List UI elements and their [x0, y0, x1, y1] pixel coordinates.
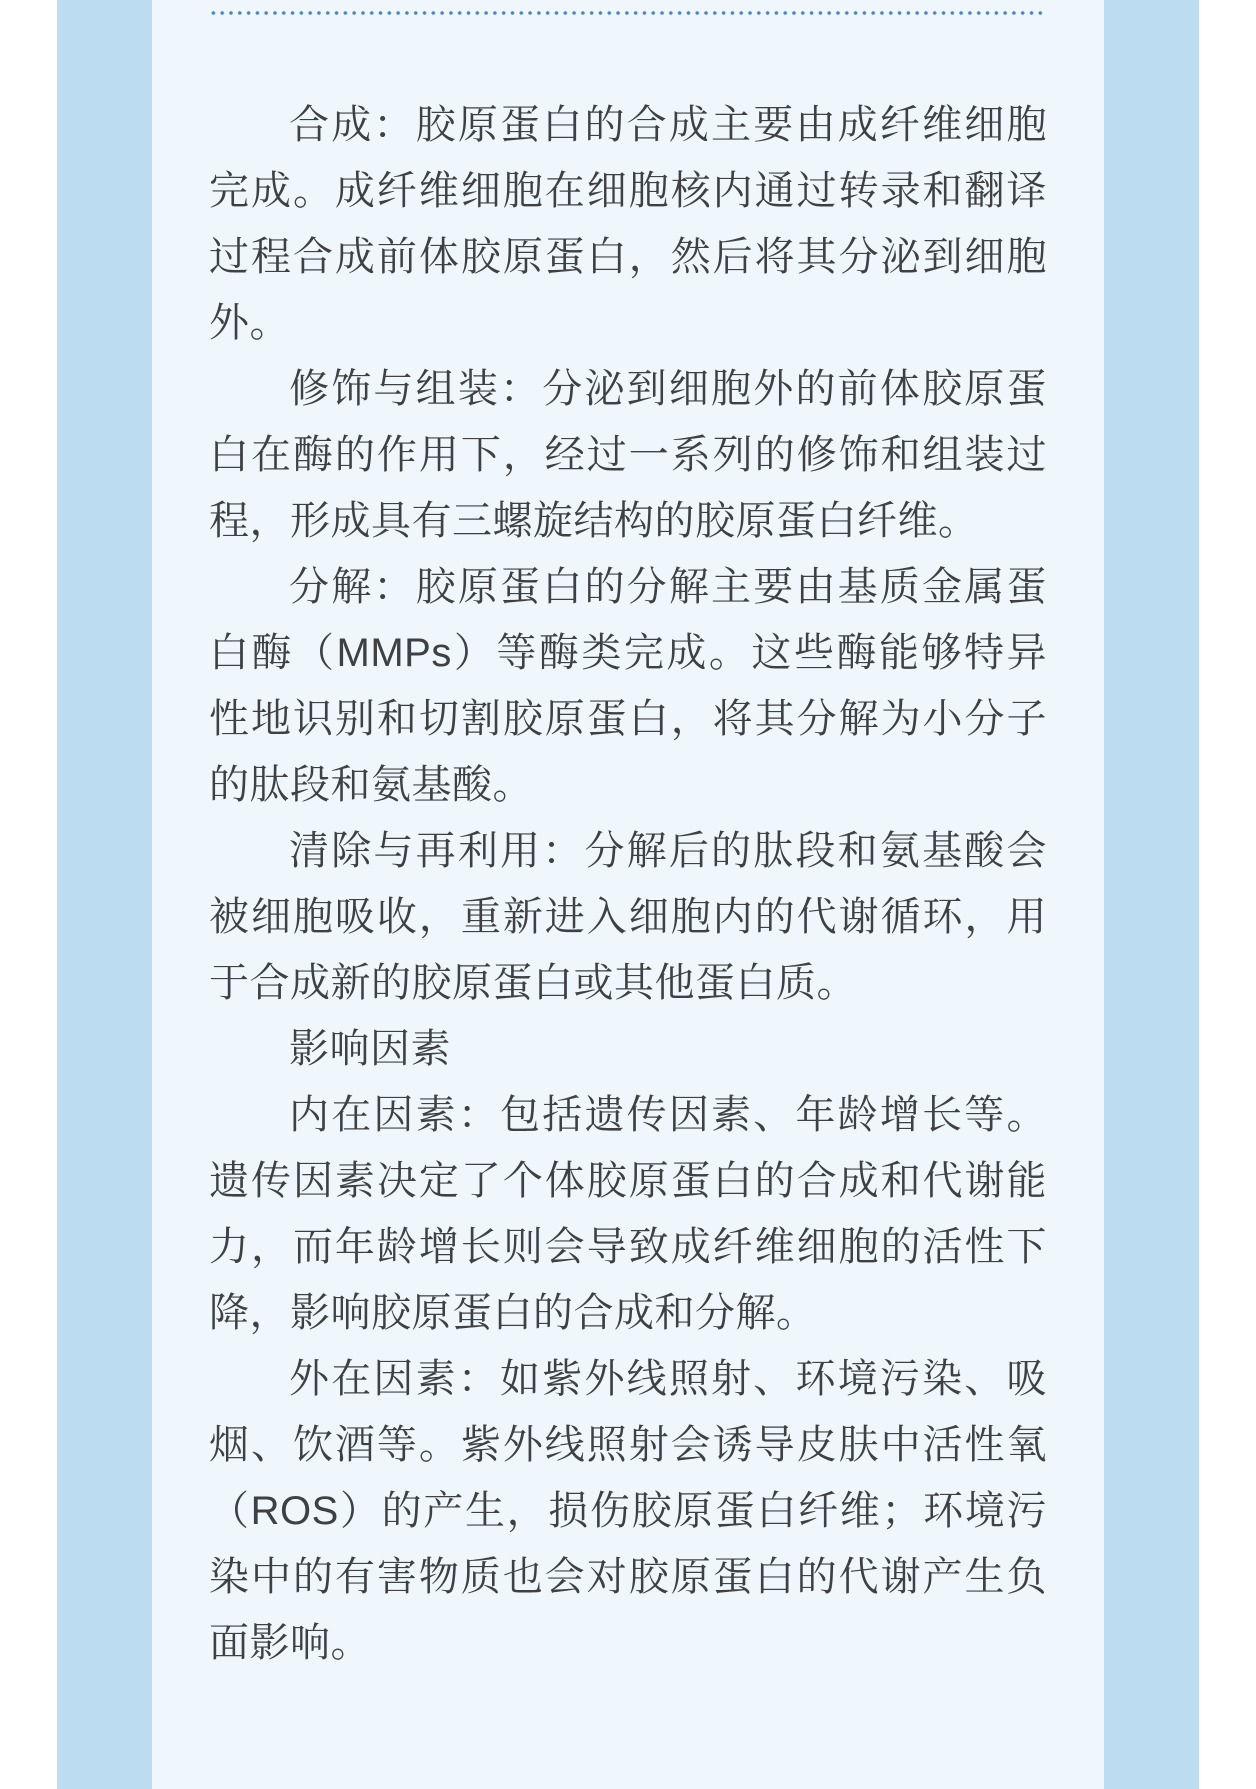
paragraph-modification-assembly: 修饰与组装：分泌到细胞外的前体胶原蛋白在酶的作用下，经过一系列的修饰和组装过程，形成具有三螺旋结构的胶原蛋白纤维。: [209, 367, 1047, 543]
paragraph-synthesis: 合成：胶原蛋白的合成主要由成纤维细胞完成。成纤维细胞在细胞核内通过转录和翻译过程合成前体胶原蛋白，然后将其分泌到细胞外。: [209, 103, 1047, 345]
paragraph-clearance-reuse: 清除与再利用：分解后的肽段和氨基酸会被细胞吸收，重新进入细胞内的代谢循环，用于合成新的胶原蛋白或其他蛋白质。: [209, 829, 1047, 1005]
side-panel-frame: [57, 0, 1199, 1789]
paragraph-internal-factors: 内在因素：包括遗传因素、年龄增长等。遗传因素决定了个体胶原蛋白的合成和代谢能力，而年龄增长则会导致成纤维细胞的活性下降，影响胶原蛋白的合成和分解。: [209, 1093, 1047, 1335]
article-text: [152, 10, 1104, 1676]
article-content-area: [152, 0, 1104, 1789]
paragraph-external-factors: 外在因素：如紫外线照射、环境污染、吸烟、饮酒等。紫外线照射会诱导皮肤中活性氧（ROS）的产生，损伤胶原蛋白纤维；环境污染中的有害物质也会对胶原蛋白的代谢产生负面影响。: [209, 1357, 1047, 1665]
paragraph-influencing-factors-heading: 影响因素: [289, 1027, 451, 1071]
dotted-separator: [209, 10, 1047, 16]
paragraph-decomposition: 分解：胶原蛋白的分解主要由基质金属蛋白酶（MMPs）等酶类完成。这些酶能够特异性地识别和切割胶原蛋白，将其分解为小分子的肽段和氨基酸。: [209, 565, 1047, 807]
